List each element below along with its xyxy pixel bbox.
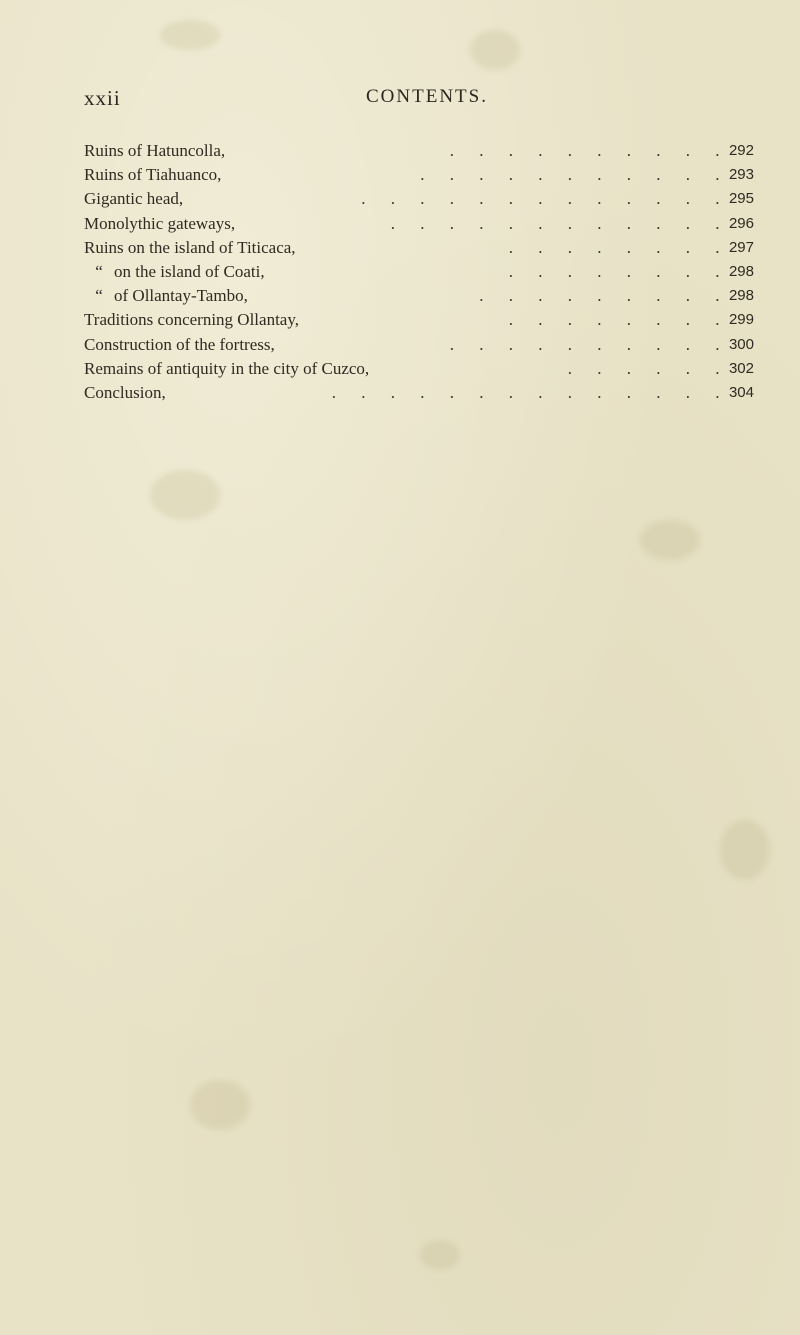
toc-entry-text: Construction of the fortress, [84,334,275,354]
paper-stain [190,1080,250,1130]
toc-entry [84,139,754,163]
dot-leader: . . . . . . . . . . . . [390,213,730,233]
page-header [84,86,774,114]
toc-entry-text: Traditions concerning Ollantay, [84,310,299,330]
toc-entry-title [84,260,265,284]
toc-entry-text: Ruins of Tiahuanco, [84,165,222,185]
toc-entry-title [84,212,235,236]
dot-leader: . . . . . . . . . . . . . [361,189,730,209]
toc-page-number: 293 [728,166,754,184]
toc-entry-title [84,163,221,187]
toc-entry-text: of Ollantay-Tambo, [114,286,248,306]
toc-entry-title [84,284,248,308]
running-title: CONTENTS. [366,86,488,107]
toc-entry-title [84,139,225,163]
toc-page-number: 298 [728,262,754,280]
toc-page-number: 300 [728,335,754,353]
toc-entry-text: Conclusion, [84,382,166,402]
toc-page-number: 302 [728,359,754,377]
toc-entry [84,381,754,405]
toc-page-number: 292 [728,142,754,159]
dot-leader: . . . . . . . . [508,237,730,257]
ditto-mark: “ [95,261,103,281]
toc-entry-title [84,381,166,405]
toc-page-number: 295 [728,190,754,208]
toc-entry [84,308,754,332]
dot-leader: . . . . . . [567,358,730,378]
ditto-mark: “ [95,286,103,306]
toc-entry-title [84,187,183,211]
toc-entry-text: on the island of Coati, [114,261,265,281]
toc-entry [84,260,754,284]
paper-stain [470,30,520,70]
table-of-contents [84,139,754,405]
toc-entry-text: Remains of antiquity in the city of Cuzco, [84,358,370,378]
toc-entry [84,333,754,357]
toc-page-number: 298 [728,287,754,305]
dot-leader: . . . . . . . . . . [449,141,730,160]
dot-leader: . . . . . . . . . . . . . . [331,382,730,402]
toc-entry-title [84,308,299,332]
toc-entry-title [84,236,296,260]
toc-entry-title [84,333,275,357]
toc-entry [84,236,754,260]
toc-entry-text: Ruins on the island of Titicaca, [84,237,296,257]
toc-entry-text: Ruins of Hatuncolla, [84,141,226,160]
toc-entry [84,284,754,308]
paper-stain [640,520,700,560]
paper-stain [420,1240,460,1270]
dot-leader: . . . . . . . . . . . [420,165,730,185]
toc-entry [84,357,754,381]
dot-leader: . . . . . . . . [508,261,730,281]
toc-entry [84,163,754,187]
paper-stain [150,470,220,520]
paper-stain [160,20,220,50]
toc-page-number: 297 [728,238,754,256]
dot-leader: . . . . . . . . [508,310,730,330]
toc-entry-title [84,357,369,381]
toc-entry-text: Gigantic head, [84,189,184,209]
toc-entry-text: Monolythic gateways, [84,213,236,233]
dot-leader: . . . . . . . . . . [449,334,730,354]
dot-leader: . . . . . . . . . [479,286,730,306]
toc-page-number: 296 [728,214,754,232]
page-number: xxii [84,86,121,110]
toc-entry [84,187,754,211]
toc-entry [84,212,754,236]
toc-page-number: 304 [728,383,754,401]
toc-page-number: 299 [728,311,754,329]
paper-stain [720,820,770,880]
